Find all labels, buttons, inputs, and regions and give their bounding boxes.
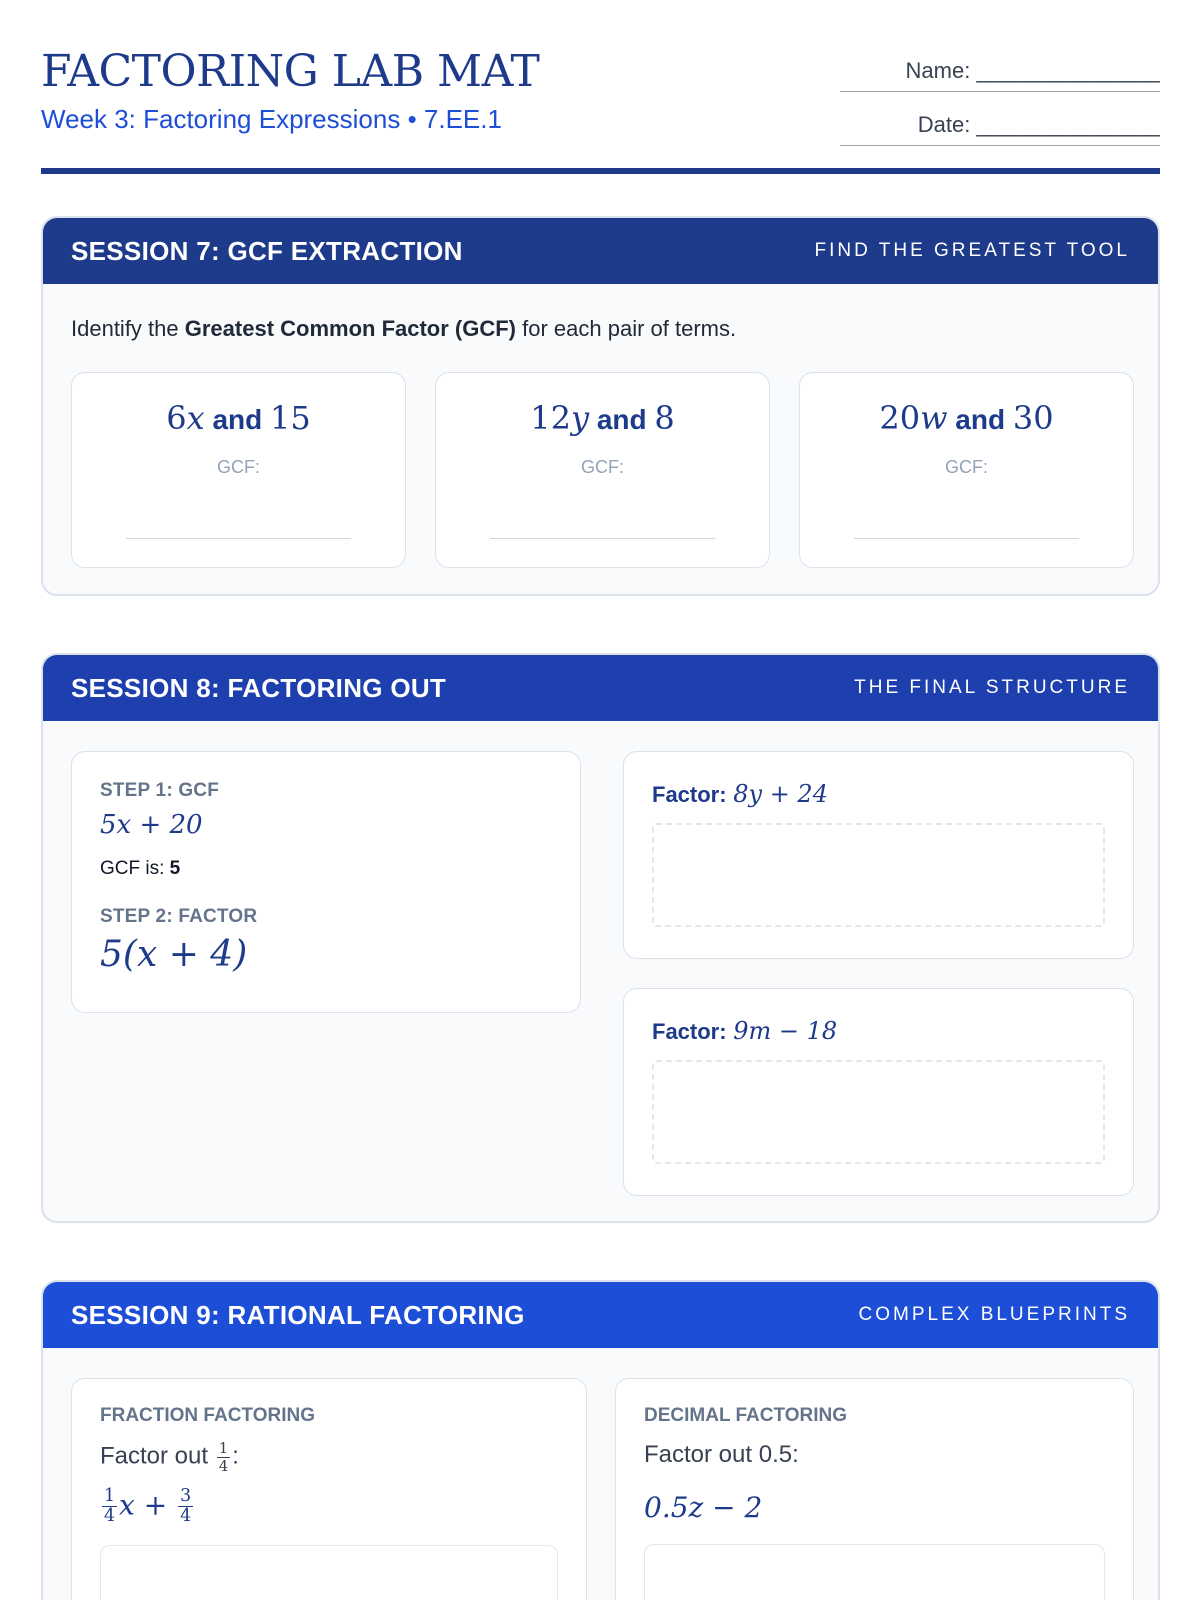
answer-box-2[interactable] [652,1060,1105,1164]
decimal-answer-box[interactable] [644,1544,1105,1600]
session-7-tag: FIND THE GREATEST TOOL [814,240,1130,261]
gcf-label: GCF: [945,457,988,477]
factor-problem-2: Factor: 9m − 18 [652,1017,838,1045]
gcf-problem-1: 6x and 15 [166,399,311,437]
gcf-problem-2: 12y and 8 [530,399,675,437]
factor-problem-1: Factor: 8y + 24 [652,780,828,808]
worked-example-card [71,751,581,1013]
fraction-expression: $\frac{1}{4}$ x + $\frac{3}{4}$ [104,1485,192,1527]
gcf-card-2 [435,372,770,568]
gcf-card-1 [71,372,406,568]
answer-box-1[interactable] [652,823,1105,927]
session-8-title: SESSION 8: FACTORING OUT [71,672,447,703]
gcf-answer-line-1[interactable] [126,538,351,539]
gcf-label: GCF: [217,457,260,477]
session-9-header [43,1282,1158,1348]
session-7-instructions: Identify the Greatest Common Factor (GCF) for each pair of terms. [71,316,737,341]
gcf-result: GCF is: 5 [100,858,181,879]
page-header [41,44,1160,174]
page-title: FACTORING LAB MAT [41,46,540,97]
step-1-label: STEP 1: GCF [100,780,220,801]
session-8-header [43,655,1158,721]
student-fields [840,58,1160,166]
step-2-label: STEP 2: FACTOR [100,906,258,927]
fraction-factoring-card [71,1378,587,1600]
fraction-factoring-label: FRACTION FACTORING [100,1405,315,1426]
factor-problem-card-2 [623,988,1134,1196]
gcf-card-3 [799,372,1134,568]
fraction-answer-box[interactable] [100,1545,558,1600]
page-subtitle: Week 3: Factoring Expressions • 7.EE.1 [41,104,502,134]
session-9-panel [41,1280,1160,1600]
name-field[interactable]: Name: _______________ [840,58,1160,92]
factor-problem-card-1 [623,751,1134,959]
session-7-title: SESSION 7: GCF EXTRACTION [71,235,463,266]
date-field[interactable]: Date: _______________ [840,112,1160,146]
step-1-expression: 5x + 20 [100,810,203,840]
decimal-instruction: Factor out 0.5: [644,1441,799,1468]
session-9-tag: COMPLEX BLUEPRINTS [858,1304,1130,1325]
session-7-panel [41,216,1160,596]
session-8-panel [41,653,1160,1223]
decimal-expression: 0.5z − 2 [644,1491,763,1524]
session-9-title: SESSION 9: RATIONAL FACTORING [71,1299,525,1330]
step-2-expression: 5(x + 4) [100,934,248,975]
decimal-factoring-card [615,1378,1134,1600]
session-7-header [43,218,1158,284]
gcf-problem-3: 20w and 30 [879,399,1054,437]
session-8-tag: THE FINAL STRUCTURE [854,677,1130,698]
gcf-answer-line-3[interactable] [854,538,1079,539]
gcf-label: GCF: [581,457,624,477]
fraction-instruction: Factor out $\frac{1}{4}$ : [100,1439,239,1475]
decimal-factoring-label: DECIMAL FACTORING [644,1405,848,1426]
gcf-answer-line-2[interactable] [490,538,715,539]
